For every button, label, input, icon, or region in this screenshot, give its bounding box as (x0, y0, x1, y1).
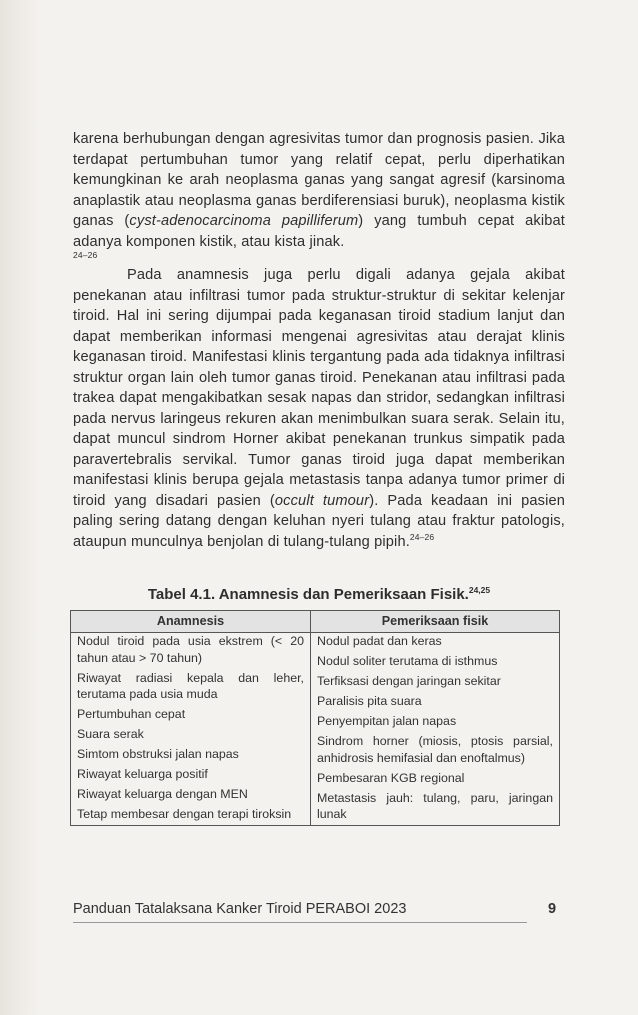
table-header-anamnesis: Anamnesis (71, 611, 311, 633)
table-cell: Nodul padat dan keras (317, 634, 442, 648)
table-header-row (71, 611, 560, 633)
table-cell: Metastasis jauh: tulang, paru, jaringan lunak (317, 790, 553, 821)
table-cell: Nodul tiroid pada usia ekstrem (< 20 tahun atau > 70 tahun) (77, 634, 304, 665)
footer-title: Panduan Tatalaksana Kanker Tiroid PERABOI 2023 (73, 901, 527, 923)
table-title-ref: 24,25 (468, 585, 491, 595)
paragraph-2-ref: 24–26 (409, 531, 435, 542)
anamnesis-column (71, 633, 311, 826)
page-number: 9 (548, 901, 557, 917)
table-cell: Paralisis pita suara (317, 694, 422, 708)
paragraph-2 (73, 265, 565, 552)
table-cell: Suara serak (77, 727, 144, 741)
paragraph-1-text-a: karena berhubungan dengan agresivitas tumor dan prognosis pasien. Jika terdapat pertumbuhan tumor yang relatif cepat, perlu diperhatikan kemungkinan ke arah neoplasma ganas yang sangat agresif (karsinoma anaplastik atau neoplasma ganas berdiferensiasi buruk), neoplasma kistik ganas ( (73, 131, 565, 229)
table-cell: Penyempitan jalan napas (317, 714, 457, 728)
table-body-row (71, 633, 560, 826)
page-edge-shade (0, 0, 40, 1015)
paragraph-1-italic: cyst-adenocarcinoma papilliferum (129, 213, 359, 229)
paragraph-2-text-a: Pada anamnesis juga perlu digali adanya gejala akibat penekanan atau infiltrasi tumor pada struktur-struktur di sekitar kelenjar tiroid. Hal ini sering dijumpai pada keganasan tiroid stadium lanjut dan dapat memberikan informasi mengenai agresivitas atau derajat klinis keganasan tiroid. Manifestasi klinis tergantung pada ada tidaknya infiltrasi struktur organ lain oleh tumor ganas tiroid. Penekanan atau infiltrasi pada trakea dapat mengakibatkan sesak napas dan stridor, sedangkan infiltrasi pada nervus laringeus rekuren akan menimbulkan suara serak. Selain itu, dapat muncul sindrom Horner akibat penekanan trunkus simpatik pada paravertebralis servikal. Tumor ganas tiroid juga dapat memberikan manifestasi klinis berupa gejala metastasis tanpa adanya tumor primer di tiroid yang disadari pasien ( (73, 267, 565, 509)
table-cell: Nodul soliter terutama di isthmus (317, 654, 498, 668)
table-cell: Sindrom horner (miosis, ptosis parsial, anhidrosis hemifasial dan enoftalmus) (317, 734, 553, 765)
paragraph-2-text-b: ). Pada keadaan ini pasien paling sering datang dengan keluhan nyeri tulang atau fraktur patologis, ataupun munculnya benjolan di tulang-tulang pipih. (73, 492, 565, 550)
pemeriksaan-column (311, 633, 560, 826)
anamnesis-table (70, 610, 560, 826)
paragraph-2-italic: occult tumour (274, 492, 370, 509)
table-cell: Pembesaran KGB regional (317, 770, 465, 785)
table-title-text: Tabel 4.1. Anamnesis dan Pemeriksaan Fisik. (147, 586, 469, 603)
table-title (73, 586, 565, 603)
table-cell: Simtom obstruksi jalan napas (77, 747, 239, 761)
table-cell: Terfiksasi dengan jaringan sekitar (317, 674, 501, 688)
paragraph-1-ref: 24–26 (73, 250, 98, 260)
table-cell: Riwayat radiasi kepala dan leher, terutama pada usia muda (77, 670, 304, 701)
table-cell: Tetap membesar dengan terapi tiroksin (77, 807, 292, 821)
paragraph-1 (73, 129, 565, 260)
table-cell: Riwayat keluarga dengan MEN (77, 787, 248, 801)
table-header-pemeriksaan: Pemeriksaan fisik (311, 611, 560, 633)
table-cell: Pertumbuhan cepat (77, 707, 186, 721)
table-cell: Riwayat keluarga positif (77, 767, 208, 781)
paragraph-1-text-b: ) yang tumbuh cepat akibat adanya komponen kistik, atau kista jinak. (73, 213, 565, 250)
